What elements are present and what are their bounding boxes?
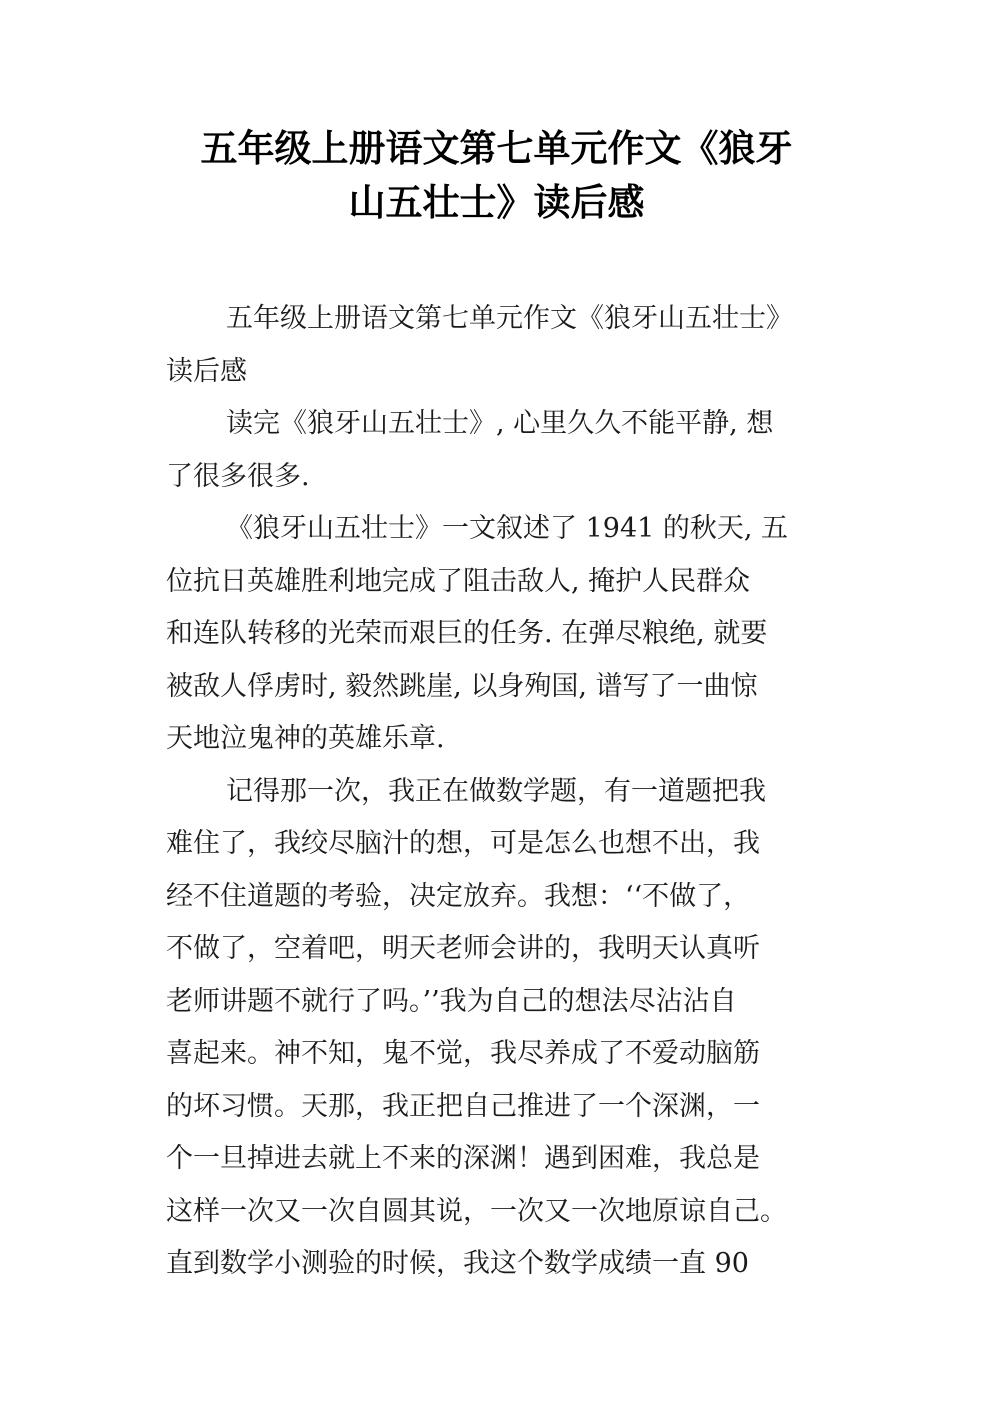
paragraph-line: 被敌人俘虏时, 毅然跳崖, 以身殉国, 谱写了一曲惊 bbox=[166, 670, 758, 702]
title-line-1: 五年级上册语文第七单元作文《狼牙 bbox=[200, 127, 793, 170]
paragraph-line: 和连队转移的光荣而艰巨的任务. 在弹尽粮绝, 就要 bbox=[166, 618, 768, 649]
paragraph-3 bbox=[166, 503, 866, 766]
paragraph-line: 这样一次又一次自圆其说，一次又一次地原谅自己。 bbox=[166, 1195, 787, 1227]
paragraph-1 bbox=[166, 293, 866, 398]
paragraph-line: 难住了，我绞尽脑汁的想，可是怎么也想不出，我 bbox=[166, 828, 760, 859]
paragraph-line: 《狼牙山五壮士》一文叙述了 1941 的秋天, 五 bbox=[226, 513, 789, 544]
paragraph-line: 了很多很多. bbox=[166, 460, 310, 492]
paragraph-line: 不做了，空着吧，明天老师会讲的，我明天认真听 bbox=[166, 933, 760, 964]
paragraph-line: 个一旦掉进去就上不来的深渊！遇到困难，我总是 bbox=[166, 1143, 760, 1174]
paragraph-line: 直到数学小测验的时候，我这个数学成绩一直 90 bbox=[166, 1248, 749, 1279]
paragraph-line: 读完《狼牙山五壮士》, 心里久久不能平静, 想 bbox=[226, 408, 774, 439]
document-title bbox=[100, 122, 893, 230]
paragraph-line: 的坏习惯。天那，我正把自己推进了一个深渊，一 bbox=[166, 1090, 760, 1122]
paragraph-4 bbox=[166, 766, 866, 1291]
paragraph-line: 经不住道题的考验，决定放弃。我想：‘‘不做了， bbox=[166, 880, 751, 912]
paragraph-line: 读后感 bbox=[166, 355, 247, 387]
paragraph-line: 记得那一次，我正在做数学题，有一道题把我 bbox=[226, 775, 766, 807]
paragraph-2 bbox=[166, 398, 866, 503]
title-line-2: 山五壮士》读后感 bbox=[348, 181, 645, 224]
document-body bbox=[166, 293, 866, 1291]
paragraph-line: 老师讲题不就行了吗。’’我为自己的想法尽沾沾自 bbox=[166, 985, 737, 1017]
paragraph-line: 天地泣鬼神的英雄乐章. bbox=[166, 723, 445, 754]
paragraph-line: 位抗日英雄胜利地完成了阻击敌人, 掩护人民群众 bbox=[166, 565, 751, 597]
paragraph-line: 五年级上册语文第七单元作文《狼牙山五壮士》 bbox=[226, 303, 793, 334]
paragraph-line: 喜起来。神不知，鬼不觉，我尽养成了不爱动脑筋 bbox=[166, 1038, 760, 1069]
